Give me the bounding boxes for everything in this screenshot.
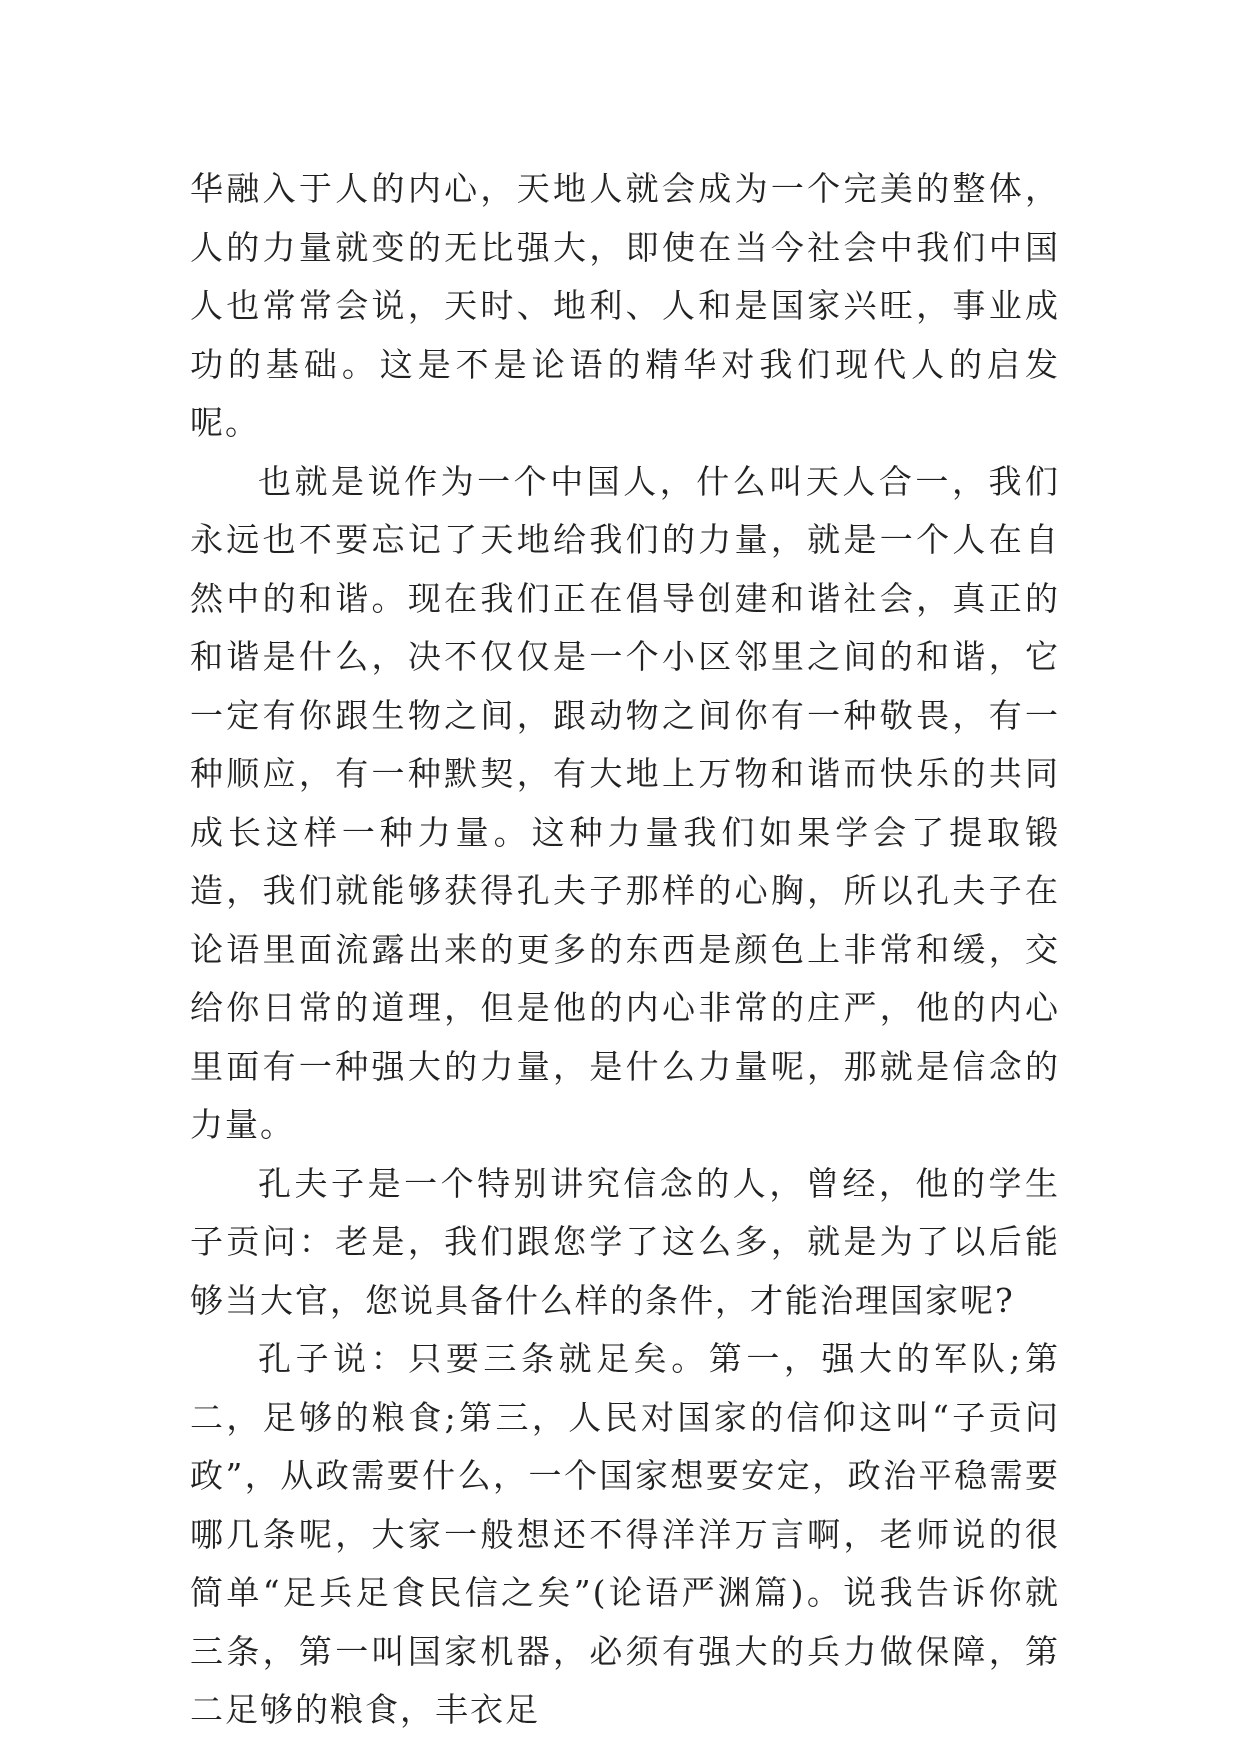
paragraph-2: 也就是说作为一个中国人，什么叫天人合一，我们永远也不要忘记了天地给我们的力量，就是一个人在自然中的和谐。现在我们正在倡导创建和谐社会，真正的和谐是什么，决不仅仅是一个小区邻里之间的和谐，它一定有你跟生物之间，跟动物之间你有一种敬畏，有一种顺应，有一种默契，有大地上万物和谐而快乐的共同成长这样一种力量。这种力量我们如果学会了提取锻造，我们就能够获得孔夫子那样的心胸，所以孔夫子在论语里面流露出来的更多的东西是颜色上非常和缓，交给你日常的道理，但是他的内心非常的庄严，他的内心里面有一种强大的力量，是什么力量呢，那就是信念的力量。 [190,461,1060,1144]
paragraph-4: 孔子说：只要三条就足矣。第一，强大的军队;第二，足够的粮食;第三，人民对国家的信仰这叫“子贡问政”，从政需要什么，一个国家想要安定，政治平稳需要哪几条呢，大家一般想还不得洋洋万言啊，老师说的很简单“足兵足食民信之矣”(论语严渊篇)。说我告诉你就三条，第一叫国家机器，必须有强大的兵力做保障，第二足够的粮食，丰衣足 [190,1339,1060,1729]
document-body [190,160,1060,1740]
paragraph-1: 华融入于人的内心，天地人就会成为一个完美的整体，人的力量就变的无比强大，即使在当今社会中我们中国人也常常会说，天时、地利、人和是国家兴旺，事业成功的基础。这是不是论语的精华对我们现代人的启发呢。 [190,169,1060,442]
paragraph-3: 孔夫子是一个特别讲究信念的人，曾经，他的学生子贡问：老是，我们跟您学了这么多，就是为了以后能够当大官，您说具备什么样的条件，才能治理国家呢? [190,1163,1060,1320]
